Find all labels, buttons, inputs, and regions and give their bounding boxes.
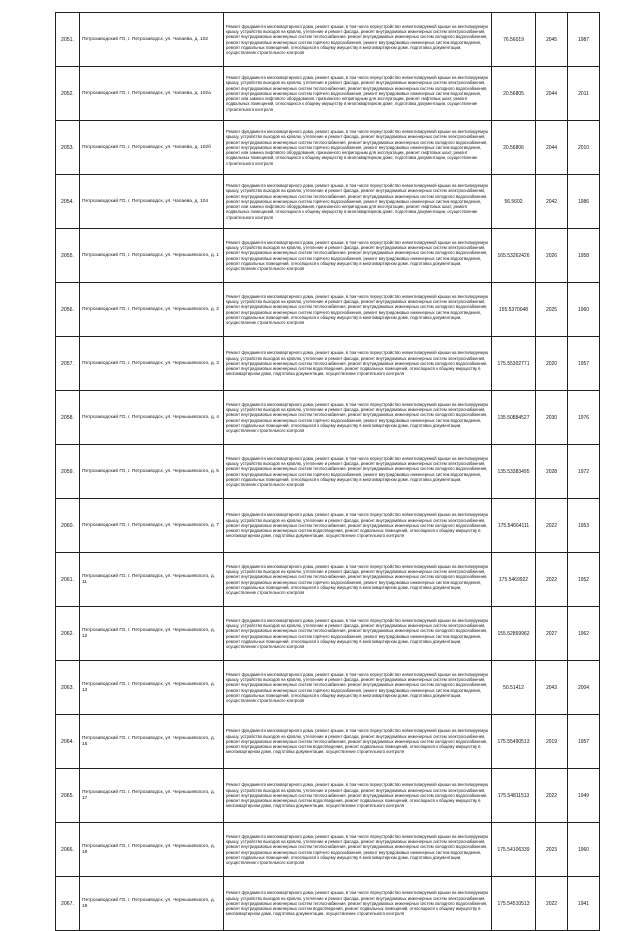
construction-year: 1957: [568, 715, 600, 769]
building-address: Петрозаводский ГО, г. Петрозаводск, ул. Чернышевского, д. 7: [80, 499, 224, 553]
construction-year: 1960: [568, 283, 600, 337]
row-number: 2065.: [56, 769, 80, 823]
building-address: Петрозаводский ГО, г. Петрозаводск, ул. Чернышевского, д. 18: [80, 823, 224, 877]
construction-year: 1972: [568, 445, 600, 499]
area-value: 175.54664111: [492, 499, 536, 553]
planned-repair-year: 2030: [536, 391, 568, 445]
table-row: [56, 661, 600, 715]
area-value: 175.55490513: [492, 715, 536, 769]
construction-year: 1949: [568, 769, 600, 823]
planned-repair-year: 2019: [536, 715, 568, 769]
building-address: Петрозаводский ГО, г. Петрозаводск, ул. Чернышевского, д. 3: [80, 337, 224, 391]
construction-year: 1987: [568, 13, 600, 67]
planned-repair-year: 2020: [536, 337, 568, 391]
table-row: [56, 607, 600, 661]
construction-year: 1962: [568, 607, 600, 661]
area-value: 175.54106339: [492, 823, 536, 877]
planned-repair-year: 2022: [536, 877, 568, 931]
row-number: 2067.: [56, 877, 80, 931]
table-row: [56, 13, 600, 67]
table-row: [56, 391, 600, 445]
row-number: 2051.: [56, 13, 80, 67]
table-row: [56, 337, 600, 391]
planned-repair-year: 2023: [536, 823, 568, 877]
repair-works-description: Ремонт фундамента многоквартирного дома, ремонт крыши, в том числе переустройство невентилируемой крыши на вентилируемую крышу, устройство выходов на кровлю, утепление и ремонт фасада, ремонт внутридомовых инженерных систем электроснабжения, ремонт внутридомовых инженерных систем теплоснабжения, ремонт внутридомовых инженерных систем холодного водоснабжения, ремонт внутридомовых инженерных систем водоотведения, ремонт подвальных помещений, относящихся к общему имуществу в многоквартирном доме, подготовка документации, осуществление строительного контроля: [224, 337, 492, 391]
construction-year: 1952: [568, 553, 600, 607]
area-value: 135.50884527: [492, 391, 536, 445]
area-value: 50.51412: [492, 661, 536, 715]
repair-works-description: Ремонт фундамента многоквартирного дома, ремонт крыши, в том числе переустройство невентилируемой крыши на вентилируемую крышу, устройство выходов на кровлю, утепление и ремонт фасада, ремонт внутридомовых инженерных систем электроснабжения, ремонт внутридомовых инженерных систем теплоснабжения, ремонт внутридомовых инженерных систем холодного водоснабжения, ремонт внутридомовых инженерных систем водоотведения, ремонт подвальных помещений, относящихся к общему имуществу в многоквартирном доме, подготовка документации, осуществление строительного контроля: [224, 499, 492, 553]
building-address: Петрозаводский ГО, г. Петрозаводск, ул. Чапаева, д. 102: [80, 13, 224, 67]
building-address: Петрозаводский ГО, г. Петрозаводск, ул. Чернышевского, д. 5: [80, 445, 224, 499]
row-number: 2066.: [56, 823, 80, 877]
row-number: 2063.: [56, 661, 80, 715]
table-row: [56, 823, 600, 877]
table-body: [56, 13, 600, 931]
construction-year: 1986: [568, 175, 600, 229]
repair-works-description: Ремонт фундамента многоквартирного дома, ремонт крыши, в том числе переустройство невентилируемой крыши на вентилируемую крышу, устройство выходов на кровлю, утепление и ремонт фасада, ремонт внутридомовых инженерных систем электроснабжения, ремонт внутридомовых инженерных систем теплоснабжения, ремонт внутридомовых инженерных систем холодного водоснабжения, ремонт внутридомовых инженерных систем водоотведения, ремонт подвальных помещений, относящихся к общему имуществу в многоквартирном доме, подготовка документации, осуществление строительного контроля: [224, 715, 492, 769]
building-address: Петрозаводский ГО, г. Петрозаводск, ул. Чернышевского, д. 15: [80, 715, 224, 769]
building-address: Петрозаводский ГО, г. Петрозаводск, ул. Чапаева, д. 104: [80, 175, 224, 229]
row-number: 2055.: [56, 229, 80, 283]
repair-works-description: Ремонт фундамента многоквартирного дома, ремонт крыши, в том числе переустройство невентилируемой крыши на вентилируемую крышу, устройство выходов на кровлю, утепление и ремонт фасада, ремонт внутридомовых инженерных систем электроснабжения, ремонт внутридомовых инженерных систем теплоснабжения, ремонт внутридомовых инженерных систем холодного водоснабжения, ремонт внутридомовых инженерных систем горячего водоснабжения, ремонт внутридомовых инженерных систем водоотведения, ремонт или замена лифтового оборудования, признанного непригодным для эксплуатации, ремонт лифтовых шахт, ремонт подвальных помещений, относящихся к общему имуществу в многоквартирном доме, подготовка документации, осуществление строительного контроля: [224, 175, 492, 229]
construction-year: 2004: [568, 661, 600, 715]
repair-works-description: Ремонт фундамента многоквартирного дома, ремонт крыши, в том числе переустройство невентилируемой крыши на вентилируемую крышу, устройство выходов на кровлю, утепление и ремонт фасада, ремонт внутридомовых инженерных систем электроснабжения, ремонт внутридомовых инженерных систем теплоснабжения, ремонт внутридомовых инженерных систем холодного водоснабжения, ремонт внутридомовых инженерных систем горячего водоснабжения, ремонт внутридомовых инженерных систем водоотведения, ремонт подвальных помещений, относящихся к общему имуществу в многоквартирном доме, подготовка документации, осуществление строительного контроля: [224, 445, 492, 499]
table-row: [56, 553, 600, 607]
area-value: 175.54510513: [492, 877, 536, 931]
area-value: 76.56019: [492, 13, 536, 67]
repair-works-description: Ремонт фундамента многоквартирного дома, ремонт крыши, в том числе переустройство невентилируемой крыши на вентилируемую крышу, устройство выходов на кровлю, утепление и ремонт фасада, ремонт внутридомовых инженерных систем электроснабжения, ремонт внутридомовых инженерных систем теплоснабжения, ремонт внутридомовых инженерных систем холодного водоснабжения, ремонт внутридомовых инженерных систем горячего водоснабжения, ремонт внутридомовых инженерных систем водоотведения, ремонт подвальных помещений, относящихся к общему имуществу в многоквартирном доме, подготовка документации, осуществление строительного контроля: [224, 553, 492, 607]
planned-repair-year: 2022: [536, 553, 568, 607]
table-row: [56, 175, 600, 229]
area-value: 165.53262426: [492, 229, 536, 283]
repair-works-description: Ремонт фундамента многоквартирного дома, ремонт крыши, в том числе переустройство невентилируемой крыши на вентилируемую крышу, устройство выходов на кровлю, утепление и ремонт фасада, ремонт внутридомовых инженерных систем электроснабжения, ремонт внутридомовых инженерных систем теплоснабжения, ремонт внутридомовых инженерных систем холодного водоснабжения, ремонт внутридомовых инженерных систем горячего водоснабжения, ремонт внутридомовых инженерных систем водоотведения, ремонт подвальных помещений, относящихся к общему имуществу в многоквартирном доме, подготовка документации, осуществление строительного контроля: [224, 283, 492, 337]
row-number: 2061.: [56, 553, 80, 607]
repair-works-description: Ремонт фундамента многоквартирного дома, ремонт крыши, в том числе переустройство невентилируемой крыши на вентилируемую крышу, устройство выходов на кровлю, утепление и ремонт фасада, ремонт внутридомовых инженерных систем электроснабжения, ремонт внутридомовых инженерных систем теплоснабжения, ремонт внутридомовых инженерных систем холодного водоснабжения, ремонт внутридомовых инженерных систем горячего водоснабжения, ремонт внутридомовых инженерных систем водоотведения, ремонт подвальных помещений, относящихся к общему имуществу в многоквартирном доме, подготовка документации, осуществление строительного контроля: [224, 661, 492, 715]
construction-year: 2010: [568, 121, 600, 175]
area-value: 20.56805: [492, 67, 536, 121]
area-value: 56.5602: [492, 175, 536, 229]
table-row: [56, 715, 600, 769]
repair-works-description: Ремонт фундамента многоквартирного дома, ремонт крыши, в том числе переустройство невентилируемой крыши на вентилируемую крышу, устройство выходов на кровлю, утепление и ремонт фасада, ремонт внутридомовых инженерных систем электроснабжения, ремонт внутридомовых инженерных систем теплоснабжения, ремонт внутридомовых инженерных систем холодного водоснабжения, ремонт внутридомовых инженерных систем горячего водоснабжения, ремонт внутридомовых инженерных систем водоотведения, ремонт подвальных помещений, относящихся к общему имуществу в многоквартирном доме, подготовка документации, осуществление строительного контроля: [224, 607, 492, 661]
table-row: [56, 229, 600, 283]
planned-repair-year: 2026: [536, 229, 568, 283]
construction-year: 1941: [568, 877, 600, 931]
planned-repair-year: 2044: [536, 121, 568, 175]
repair-works-description: Ремонт фундамента многоквартирного дома, ремонт крыши, в том числе переустройство невентилируемой крыши на вентилируемую крышу, устройство выходов на кровлю, утепление и ремонт фасада, ремонт внутридомовых инженерных систем электроснабжения, ремонт внутридомовых инженерных систем теплоснабжения, ремонт внутридомовых инженерных систем холодного водоснабжения, ремонт внутридомовых инженерных систем горячего водоснабжения, ремонт внутридомовых инженерных систем водоотведения, ремонт подвальных помещений, относящихся к общему имуществу в многоквартирном доме, подготовка документации, осуществление строительного контроля: [224, 229, 492, 283]
building-address: Петрозаводский ГО, г. Петрозаводск, ул. Чернышевского, д. 13: [80, 661, 224, 715]
building-address: Петрозаводский ГО, г. Петрозаводск, ул. Чернышевского, д. 2: [80, 283, 224, 337]
construction-year: 1958: [568, 229, 600, 283]
repair-works-description: Ремонт фундамента многоквартирного дома, ремонт крыши, в том числе переустройство невентилируемой крыши на вентилируемую крышу, устройство выходов на кровлю, утепление и ремонт фасада, ремонт внутридомовых инженерных систем электроснабжения, ремонт внутридомовых инженерных систем теплоснабжения, ремонт внутридомовых инженерных систем холодного водоснабжения, ремонт внутридомовых инженерных систем горячего водоснабжения, ремонт внутридомовых инженерных систем водоотведения, ремонт подвальных помещений, относящихся к общему имуществу в многоквартирном доме, подготовка документации, осуществление строительного контроля: [224, 13, 492, 67]
repair-works-description: Ремонт фундамента многоквартирного дома, ремонт крыши, в том числе переустройство невентилируемой крыши на вентилируемую крышу, устройство выходов на кровлю, утепление и ремонт фасада, ремонт внутридомовых инженерных систем электроснабжения, ремонт внутридомовых инженерных систем теплоснабжения, ремонт внутридомовых инженерных систем холодного водоснабжения, ремонт внутридомовых инженерных систем водоотведения, ремонт подвальных помещений, относящихся к общему имуществу в многоквартирном доме, подготовка документации, осуществление строительного контроля: [224, 877, 492, 931]
area-value: 175.55302771: [492, 337, 536, 391]
area-value: 155.52869962: [492, 607, 536, 661]
area-value: 20.56806: [492, 121, 536, 175]
building-address: Петрозаводский ГО, г. Петрозаводск, ул. Чернышевского, д. 1: [80, 229, 224, 283]
area-value: 175.54811513: [492, 769, 536, 823]
planned-repair-year: 2022: [536, 499, 568, 553]
table-row: [56, 283, 600, 337]
area-value: 135.53383495: [492, 445, 536, 499]
planned-repair-year: 2028: [536, 445, 568, 499]
repair-works-description: Ремонт фундамента многоквартирного дома, ремонт крыши, в том числе переустройство невентилируемой крыши на вентилируемую крышу, устройство выходов на кровлю, утепление и ремонт фасада, ремонт внутридомовых инженерных систем электроснабжения, ремонт внутридомовых инженерных систем теплоснабжения, ремонт внутридомовых инженерных систем холодного водоснабжения, ремонт внутридомовых инженерных систем горячего водоснабжения, ремонт внутридомовых инженерных систем водоотведения, ремонт или замена лифтового оборудования, признанного непригодным для эксплуатации, ремонт лифтовых шахт, ремонт подвальных помещений, относящихся к общему имуществу в многоквартирном доме, подготовка документации, осуществление строительного контроля: [224, 121, 492, 175]
table-row: [56, 121, 600, 175]
building-address: Петрозаводский ГО, г. Петрозаводск, ул. Чернышевского, д. 17: [80, 769, 224, 823]
row-number: 2056.: [56, 283, 80, 337]
capital-repair-register-table: [55, 12, 600, 931]
row-number: 2064.: [56, 715, 80, 769]
area-value: 155.5370048: [492, 283, 536, 337]
row-number: 2058.: [56, 391, 80, 445]
building-address: Петрозаводский ГО, г. Петрозаводск, ул. Чернышевского, д. 19: [80, 877, 224, 931]
row-number: 2062.: [56, 607, 80, 661]
building-address: Петрозаводский ГО, г. Петрозаводск, ул. Чернышевского, д. 12: [80, 607, 224, 661]
planned-repair-year: 2025: [536, 283, 568, 337]
repair-works-description: Ремонт фундамента многоквартирного дома, ремонт крыши, в том числе переустройство невентилируемой крыши на вентилируемую крышу, устройство выходов на кровлю, утепление и ремонт фасада, ремонт внутридомовых инженерных систем электроснабжения, ремонт внутридомовых инженерных систем теплоснабжения, ремонт внутридомовых инженерных систем холодного водоснабжения, ремонт внутридомовых инженерных систем водоотведения, ремонт подвальных помещений, относящихся к общему имуществу в многоквартирном доме, подготовка документации, осуществление строительного контроля: [224, 769, 492, 823]
building-address: Петрозаводский ГО, г. Петрозаводск, ул. Чапаева, д. 102а: [80, 67, 224, 121]
planned-repair-year: 2042: [536, 175, 568, 229]
building-address: Петрозаводский ГО, г. Петрозаводск, ул. Чапаева, д. 102б: [80, 121, 224, 175]
table-row: [56, 445, 600, 499]
building-address: Петрозаводский ГО, г. Петрозаводск, ул. Чернышевского, д. 11: [80, 553, 224, 607]
repair-works-description: Ремонт фундамента многоквартирного дома, ремонт крыши, в том числе переустройство невентилируемой крыши на вентилируемую крышу, устройство выходов на кровлю, утепление и ремонт фасада, ремонт внутридомовых инженерных систем электроснабжения, ремонт внутридомовых инженерных систем теплоснабжения, ремонт внутридомовых инженерных систем холодного водоснабжения, ремонт внутридомовых инженерных систем горячего водоснабжения, ремонт внутридомовых инженерных систем водоотведения, ремонт или замена лифтового оборудования, признанного непригодным для эксплуатации, ремонт лифтовых шахт, ремонт подвальных помещений, относящихся к общему имуществу в многоквартирном доме, подготовка документации, осуществление строительного контроля: [224, 67, 492, 121]
planned-repair-year: 2044: [536, 67, 568, 121]
area-value: 175.5469922: [492, 553, 536, 607]
planned-repair-year: 2022: [536, 769, 568, 823]
planned-repair-year: 2043: [536, 661, 568, 715]
table-row: [56, 877, 600, 931]
repair-works-description: Ремонт фундамента многоквартирного дома, ремонт крыши, в том числе переустройство невентилируемой крыши на вентилируемую крышу, устройство выходов на кровлю, утепление и ремонт фасада, ремонт внутридомовых инженерных систем электроснабжения, ремонт внутридомовых инженерных систем теплоснабжения, ремонт внутридомовых инженерных систем холодного водоснабжения, ремонт внутридомовых инженерных систем горячего водоснабжения, ремонт внутридомовых инженерных систем водоотведения, ремонт подвальных помещений, относящихся к общему имуществу в многоквартирном доме, подготовка документации, осуществление строительного контроля: [224, 823, 492, 877]
planned-repair-year: 2027: [536, 607, 568, 661]
construction-year: 1976: [568, 391, 600, 445]
construction-year: 1953: [568, 499, 600, 553]
construction-year: 1957: [568, 337, 600, 391]
building-address: Петрозаводский ГО, г. Петрозаводск, ул. Чернышевского, д. 4: [80, 391, 224, 445]
repair-works-description: Ремонт фундамента многоквартирного дома, ремонт крыши, в том числе переустройство невентилируемой крыши на вентилируемую крышу, устройство выходов на кровлю, утепление и ремонт фасада, ремонт внутридомовых инженерных систем электроснабжения, ремонт внутридомовых инженерных систем теплоснабжения, ремонт внутридомовых инженерных систем холодного водоснабжения, ремонт внутридомовых инженерных систем горячего водоснабжения, ремонт внутридомовых инженерных систем водоотведения, ремонт подвальных помещений, относящихся к общему имуществу в многоквартирном доме, подготовка документации, осуществление строительного контроля: [224, 391, 492, 445]
table-row: [56, 67, 600, 121]
construction-year: 2011: [568, 67, 600, 121]
table-row: [56, 769, 600, 823]
row-number: 2053.: [56, 121, 80, 175]
row-number: 2054.: [56, 175, 80, 229]
planned-repair-year: 2045: [536, 13, 568, 67]
row-number: 2059.: [56, 445, 80, 499]
table-row: [56, 499, 600, 553]
row-number: 2057.: [56, 337, 80, 391]
construction-year: 1960: [568, 823, 600, 877]
row-number: 2052.: [56, 67, 80, 121]
row-number: 2060.: [56, 499, 80, 553]
